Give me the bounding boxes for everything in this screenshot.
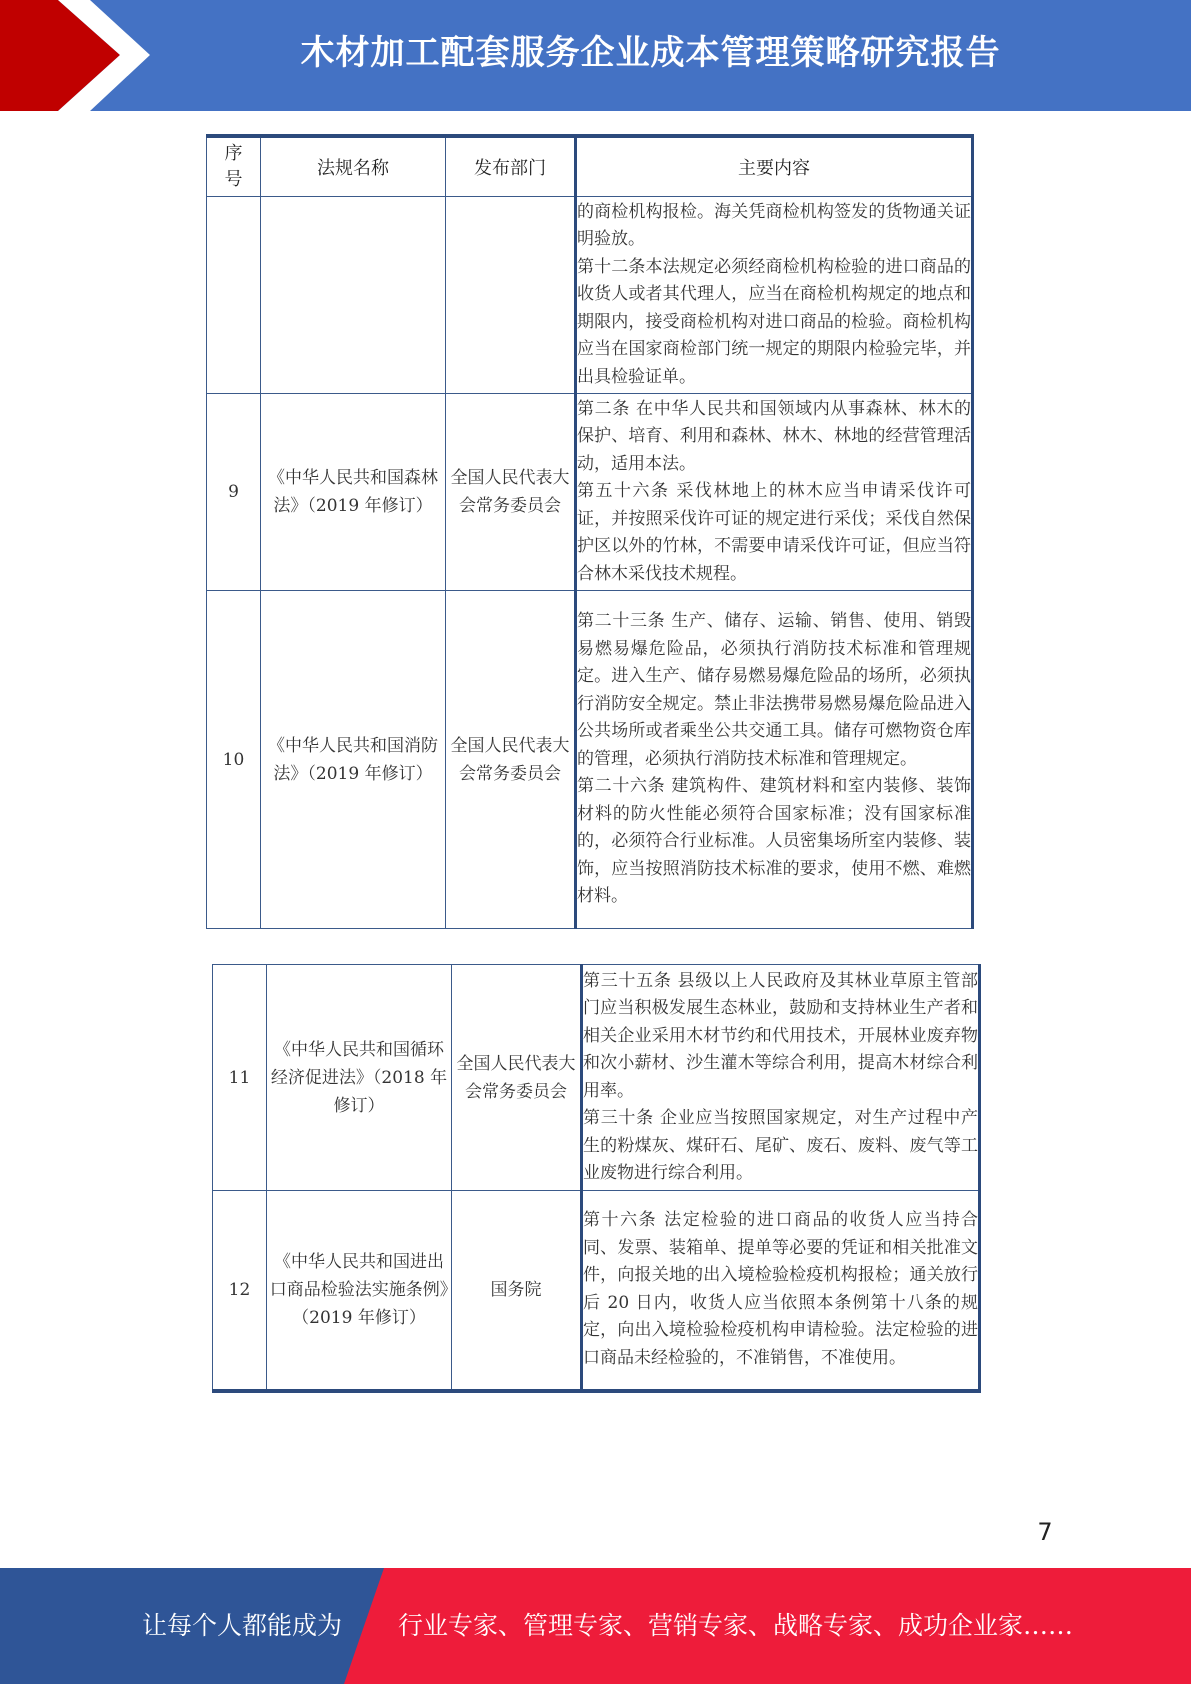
header-dept: 发布部门 (446, 136, 576, 197)
table-row (207, 591, 973, 929)
header-content: 主要内容 (576, 136, 973, 197)
page-title: 木材加工配套服务企业成本管理策略研究报告 (300, 33, 1001, 73)
content-paragraph: 的商检机构报检。海关凭商检机构签发的货物通关证明验放。 (577, 201, 971, 250)
footer-banner (0, 1568, 1191, 1684)
content-paragraph: 第二十三条 生产、储存、运输、销售、使用、销毁易燃易爆危险品，必须执行消防技术标准和管理规定。进入生产、储存易燃易爆危险品的场所，必须执行消防安全规定。禁止非法携带易燃易爆危险品进入公共场所或者乘坐公共交通工具。储存可燃物资仓库的管理，必须执行消防技术标准和管理规定。 (577, 611, 971, 769)
header-no: 序 号 (207, 136, 261, 197)
cell-content (576, 394, 973, 591)
cell-no: 10 (207, 591, 261, 929)
regulations-table-part2 (212, 964, 981, 1393)
content-paragraph: 第五十六条 采伐林地上的林木应当申请采伐许可证，并按照采伐许可证的规定进行采伐；采伐自然保护区以外的竹林，不需要申请采伐许可证，但应当符合林木采伐技术规程。 (577, 481, 971, 584)
content-paragraph: 第十六条 法定检验的进口商品的收货人应当持合同、发票、装箱单、提单等必要的凭证和相关批准文件，向报关地的出入境检验检疫机构报检；通关放行后 20 日内，收货人应当依照本条例第十八条的规定，向出入境检验检疫机构申请检验。法定检验的进口商品未经检验的，不准销售，不准使用。 (583, 1210, 978, 1368)
table-header-row (207, 136, 973, 197)
table-row (213, 965, 980, 1191)
cell-dept: 全国人民代表大会常务委员会 (446, 394, 576, 591)
cell-dept: 全国人民代表大会常务委员会 (452, 965, 582, 1191)
cell-name (261, 197, 446, 394)
cell-name: 《中华人民共和国消防法》（2019 年修订） (261, 591, 446, 929)
header-banner (0, 0, 1191, 111)
footer-slogan-left: 让每个人都能成为 (142, 1611, 343, 1640)
table-row (207, 197, 973, 394)
header-name: 法规名称 (261, 136, 446, 197)
cell-no (207, 197, 261, 394)
cell-no: 12 (213, 1191, 267, 1391)
footer-slogan-right: 行业专家、管理专家、营销专家、战略专家、成功企业家…… (398, 1611, 1074, 1640)
regulations-table-part1 (206, 134, 974, 929)
cell-content (576, 197, 973, 394)
cell-content (582, 965, 980, 1191)
content-paragraph: 第三十五条 县级以上人民政府及其林业草原主管部门应当积极发展生态林业，鼓励和支持林业生产者和相关企业采用木材节约和代用技术，开展林业废弃物和次小薪材、沙生灌木等综合利用，提高木材综合利用率。 (583, 970, 978, 1101)
cell-dept: 国务院 (452, 1191, 582, 1391)
cell-content (576, 591, 973, 929)
cell-name: 《中华人民共和国森林法》（2019 年修订） (261, 394, 446, 591)
content-paragraph: 第二十六条 建筑构件、建筑材料和室内装修、装饰材料的防火性能必须符合国家标准；没有国家标准的，必须符合行业标准。人员密集场所室内装修、装饰，应当按照消防技术标准的要求，使用不燃、难燃材料。 (577, 776, 971, 907)
content-paragraph: 第三十条 企业应当按照国家规定，对生产过程中产生的粉煤灰、煤矸石、尾矿、废石、废料、废气等工业废物进行综合利用。 (583, 1108, 978, 1183)
cell-dept: 全国人民代表大会常务委员会 (446, 591, 576, 929)
cell-content (582, 1191, 980, 1391)
cell-name: 《中华人民共和国进出口商品检验法实施条例》（2019 年修订） (267, 1191, 452, 1391)
table-row (207, 394, 973, 591)
cell-dept (446, 197, 576, 394)
table-row (213, 1191, 980, 1391)
content-paragraph: 第十二条本法规定必须经商检机构检验的进口商品的收货人或者其代理人，应当在商检机构规定的地点和期限内，接受商检机构对进口商品的检验。商检机构应当在国家商检部门统一规定的期限内检验完毕，并出具检验证单。 (577, 256, 971, 387)
cell-name: 《中华人民共和国循环经济促进法》（2018 年修订） (267, 965, 452, 1191)
content-paragraph: 第二条 在中华人民共和国领域内从事森林、林木的保护、培育、利用和森林、林木、林地的经营管理活动，适用本法。 (577, 398, 971, 474)
cell-no: 9 (207, 394, 261, 591)
cell-no: 11 (213, 965, 267, 1191)
page-number: 7 (1037, 1518, 1053, 1546)
